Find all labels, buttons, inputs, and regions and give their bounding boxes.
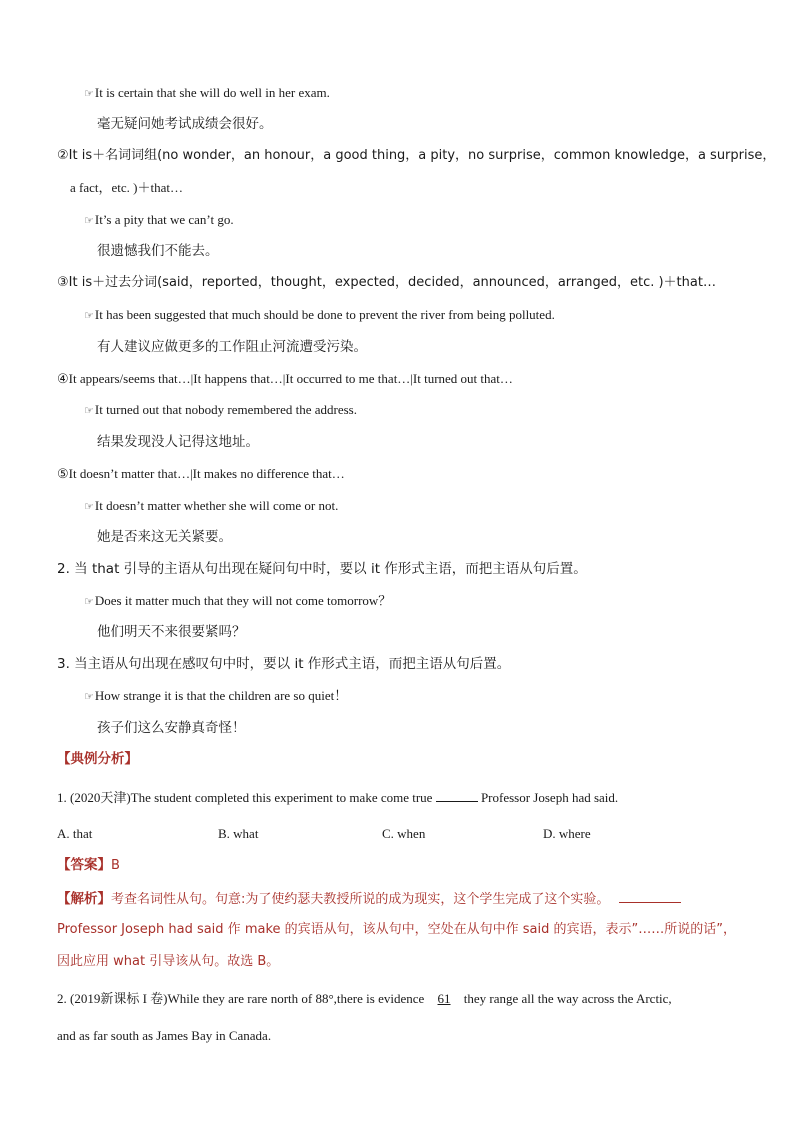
analysis-blank [619, 889, 681, 903]
example-translation: 他们明天不来很要紧吗？ [97, 624, 246, 640]
question-1-stem: 1. (2020天津)The student completed this experiment to make come true Professor Joseph had said. [57, 790, 619, 805]
rule-4: ④It appears/seems that…|It happens that…|It occurred to me that…|It turned out that… [57, 371, 513, 386]
pointing-hand-icon: ☞ [84, 404, 94, 417]
section-title: 【典例分析】 [57, 751, 138, 767]
example-translation: 孩子们这么安静真奇怪！ [97, 720, 246, 736]
example-sentence: ☞It doesn’t matter whether she will come or not. [84, 497, 338, 516]
rule-5: ⑤It doesn’t matter that…|It makes no difference that… [57, 466, 345, 481]
rule-3: ③It is＋过去分词(said，reported，thought，expected，decided，announced，arranged，etc. )＋that… [57, 275, 716, 290]
rule-2: ②It is＋名词词组(no wonder，an honour，a good thing，a pity，no surprise，common knowledge，a surprise， [57, 148, 776, 163]
pointing-hand-icon: ☞ [84, 500, 94, 513]
option-d[interactable]: D. where [543, 826, 591, 841]
pointing-hand-icon: ☞ [84, 87, 94, 100]
example-translation: 毫无疑问她考试成绩会很好。 [97, 116, 273, 132]
pointing-hand-icon: ☞ [84, 690, 94, 703]
option-a[interactable]: A. that [57, 826, 93, 841]
example-sentence: ☞It’s a pity that we can’t go. [84, 211, 234, 230]
answer: 【答案】B [57, 857, 120, 873]
analysis-continued: Professor Joseph had said 作 make 的宾语从句，该从句中，空处在从句中作 said 的宾语，表示”……所说的话”， [57, 922, 736, 937]
analysis: 【解析】考查名词性从句。句意:为了使约瑟夫教授所说的成为现实，这个学生完成了这个实验。 [57, 889, 681, 909]
example-translation: 结果发现没人记得这地址。 [97, 434, 259, 450]
question-2-continued: and as far south as James Bay in Canada. [57, 1028, 272, 1043]
pointing-hand-icon: ☞ [84, 595, 94, 608]
example-translation: 她是否来这无关紧要。 [97, 529, 232, 545]
rule-2-continued: a fact，etc. )＋that… [70, 180, 183, 195]
option-c[interactable]: C. when [382, 826, 426, 841]
numbered-blank[interactable]: 61 [437, 991, 451, 1006]
example-sentence: ☞It turned out that nobody remembered the address. [84, 401, 357, 420]
pointing-hand-icon: ☞ [84, 309, 94, 322]
example-translation: 有人建议应做更多的工作阻止河流遭受污染。 [97, 339, 367, 355]
point-3: 3. 当主语从句出现在感叹句中时，要以 it 作形式主语，而把主语从句后置。 [57, 656, 511, 672]
example-translation: 很遗憾我们不能去。 [97, 243, 219, 259]
example-sentence: ☞Does it matter much that they will not come tomorrow？ [84, 592, 391, 611]
point-2: 2. 当 that 引导的主语从句出现在疑问句中时，要以 it 作形式主语，而把主语从句后置。 [57, 561, 587, 577]
analysis-conclusion: 因此应用 what 引导该从句。故选 B。 [57, 954, 280, 969]
example-sentence: ☞It is certain that she will do well in her exam. [84, 84, 330, 103]
option-b[interactable]: B. what [218, 826, 259, 841]
example-sentence: ☞How strange it is that the children are so quiet！ [84, 687, 347, 706]
example-sentence: ☞It has been suggested that much should be done to prevent the river from being polluted. [84, 306, 555, 325]
question-2-stem: 2. (2019新课标 I 卷)While they are rare north of 88°,there is evidence 61 they range all the way across the Arctic, [57, 991, 672, 1006]
pointing-hand-icon: ☞ [84, 214, 94, 227]
answer-blank[interactable] [436, 788, 478, 802]
